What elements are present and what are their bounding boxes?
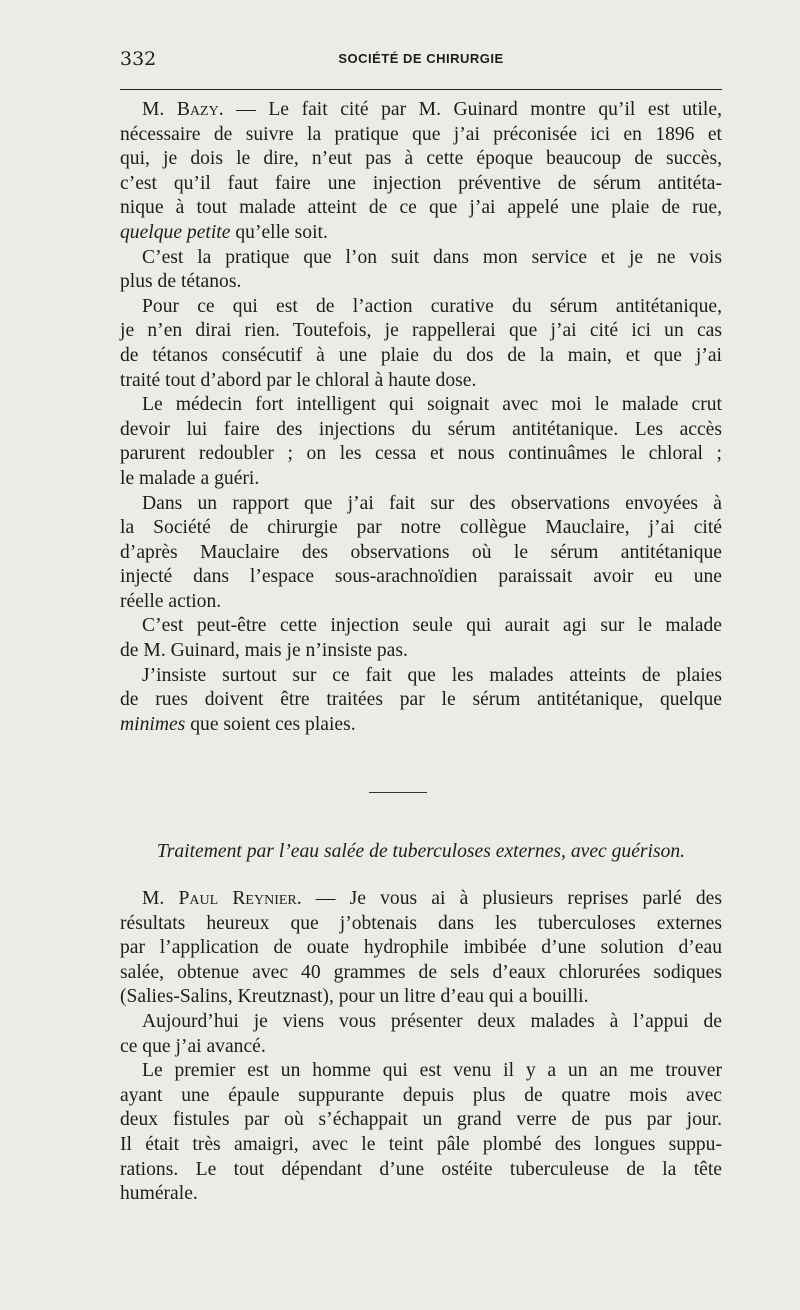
page-number: 332 [120,48,157,70]
text-line: quelque petite qu’elle soit. [120,221,328,243]
text-line: Le médecin fort intelligent qui soignait avec moi le malade crut [142,394,722,416]
italic-text: minimes [120,713,186,735]
text-line: Pour ce qui est de l’action curative du sérum antitétanique, [142,295,722,317]
text-line: Aujourd’hui je viens vous présenter deux malades à l’appui de [142,1010,722,1032]
text-line: M. Paul Reynier. — Je vous ai à plusieurs reprises parlé des [142,888,722,909]
section-separator [369,792,427,793]
text-line: parurent redoubler ; on les cessa et nous continuâmes le chloral ; [120,443,722,465]
page-header [120,48,722,72]
text-line: plus de tétanos. [120,271,242,293]
text-line: humérale. [120,1183,198,1205]
text-line: la Société de chirurgie par notre collègue Mauclaire, j’ai cité [120,517,722,539]
text-line: C’est peut-être cette injection seule qui aurait agi sur le malade [142,615,722,637]
text-line: salée, obtenue avec 40 grammes de sels d’eaux chlorurées sodiques [120,961,722,983]
text-line: par l’application de ouate hydrophile imbibée d’une solution d’eau [120,937,722,959]
text-line: ce que j’ai avancé. [120,1035,266,1057]
text-line: rations. Le tout dépendant d’une ostéite tuberculeuse de la tête [120,1158,722,1180]
text-line: J’insiste surtout sur ce fait que les malades atteints de plaies [142,664,722,686]
text-line: nique à tout malade atteint de ce que j’ai appelé une plaie de rue, [120,197,722,219]
section-title: Traitement par l’eau salée de tuberculoses externes, avec guérison. [156,841,686,862]
text-line: C’est la pratique que l’on suit dans mon service et je ne vois [142,246,722,268]
text-line: injecté dans l’espace sous-arachnoïdien paraissait avoir eu une [120,566,722,588]
text-line: devoir lui faire des injections du sérum antitétanique. Les accès [120,418,722,440]
text-line: de rues doivent être traitées par le sérum antitétanique, quelque [120,689,722,711]
text-line: de M. Guinard, mais je n’insiste pas. [120,640,408,662]
text-line: Il était très amaigri, avec le teint pâle plombé des longues suppu- [120,1133,722,1155]
text-line: Le premier est un homme qui est venu il y a un an me trouver [142,1060,722,1082]
text-line: ayant une épaule suppurante depuis plus de quatre mois avec [120,1084,722,1106]
text-line: nécessaire de suivre la pratique que j’ai préconisée ici en 1896 et [120,123,722,145]
text-line: (Salies-Salins, Kreutznast), pour un litre d’eau qui a bouilli. [120,986,589,1008]
text-line: qui, je dois le dire, n’eut pas à cette époque beaucoup de succès, [120,148,722,170]
text-line: M. Bazy. — Le fait cité par M. Guinard montre qu’il est utile, [142,99,722,120]
communication-reynier [120,887,722,1207]
header-rule [120,89,722,90]
text-line: réelle action. [120,590,222,612]
text-line: je n’en dirai rien. Toutefois, je rappellerai que j’ai cité ici un cas [120,320,722,342]
italic-text: quelque petite [120,221,231,243]
text-line: traité tout d’abord par le chloral à haute dose. [120,369,477,391]
discussion-bazy [120,98,722,737]
running-head: SOCIÉTÉ DE CHIRURGIE [338,51,504,66]
text-line: deux fistules par où s’échappait un grand verre de pus par jour. [120,1109,722,1131]
text-line: le malade a guéri. [120,467,260,489]
text-line: minimes que soient ces plaies. [120,713,356,735]
speaker-name: M. Bazy. [142,99,224,120]
text-line: c’est qu’il faut faire une injection préventive de sérum antitéta- [120,172,722,194]
speaker-name: M. Paul Reynier. [142,888,302,909]
text-line: résultats heureux que j’obtenais dans les tuberculoses externes [120,912,722,934]
text-line: Dans un rapport que j’ai fait sur des observations envoyées à [142,492,722,514]
text-line: d’après Mauclaire des observations où le sérum antitétanique [120,541,722,563]
text-line: de tétanos consécutif à une plaie du dos de la main, et que j’ai [120,344,722,366]
